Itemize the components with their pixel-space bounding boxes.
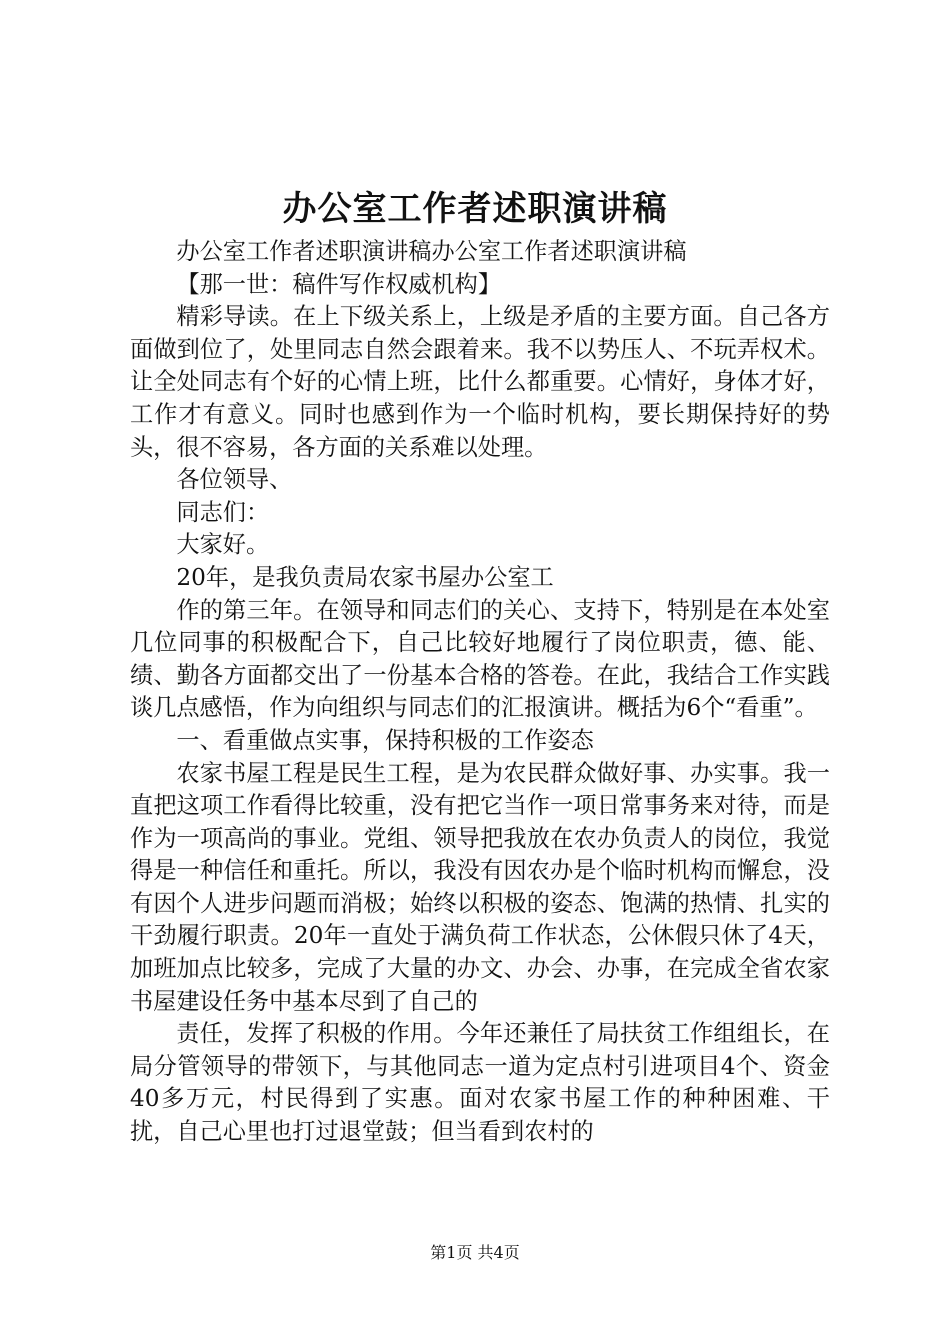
paragraph-source: 【那一世：稿件写作权威机构】 [176, 270, 502, 298]
paragraph-year: 20年，是我负责局农家书屋办公室工 [176, 563, 554, 591]
paragraph-greeting-comrades: 同志们： [176, 498, 270, 526]
section-heading-1: 一、看重做点实事，保持积极的工作姿态 [176, 726, 594, 754]
paragraph-section-1-continued: 责任，发挥了积极的作用。今年还兼任了局扶贫工作组组长，在局分管领导的带领下，与其他同志一道为定点村引进项目4个、资金40多万元，村民得到了实惠。面对农家书屋工作的种种困难、干扰，自己心里也打过退堂鼓；但当看到农村的 [130, 1020, 830, 1146]
paragraph-subtitle: 办公室工作者述职演讲稿办公室工作者述职演讲稿 [176, 238, 687, 265]
paragraph-overview: 作的第三年。在领导和同志们的关心、支持下，特别是在本处室几位同事的积极配合下，自己比较好地履行了岗位职责，德、能、绩、勤各方面都交出了一份基本合格的答卷。在此，我结合工作实践谈几点感悟，作为向组织与同志们的汇报演讲。概括为6个“看重”。 [130, 596, 830, 722]
paragraph-greeting-leaders: 各位领导、 [176, 466, 293, 494]
document-body [130, 236, 830, 1149]
paragraph-greeting-all: 大家好。 [176, 531, 270, 559]
paragraph-intro: 精彩导读。在上下级关系上，上级是矛盾的主要方面。自己各方面做到位了，处里同志自然会跟着来。我不以势压人、不玩弄权术。让全处同志有个好的心情上班，比什么都重要。心情好，身体才好，工作才有意义。同时也感到作为一个临时机构，要长期保持好的势头，很不容易，各方面的关系难以处理。 [130, 303, 830, 461]
page-footer: 第1页 共4页 [430, 1243, 520, 1262]
paragraph-section-1: 农家书屋工程是民生工程，是为农民群众做好事、办实事。我一直把这项工作看得比较重，没有把它当作一项日常事务来对待，而是作为一项高尚的事业。党组、领导把我放在农办负责人的岗位，我觉得是一种信任和重托。所以，我没有因农办是个临时机构而懈怠，没有因个人进步问题而消极；始终以积极的姿态、饱满的热情、扎实的干劲履行职责。20年一直处于满负荷工作状态，公休假只休了4天，加班加点比较多，完成了大量的办文、办会、办事，在完成全省农家书屋建设任务中基本尽到了自己的 [130, 759, 830, 1015]
document-title: 办公室工作者述职演讲稿 [282, 189, 668, 229]
